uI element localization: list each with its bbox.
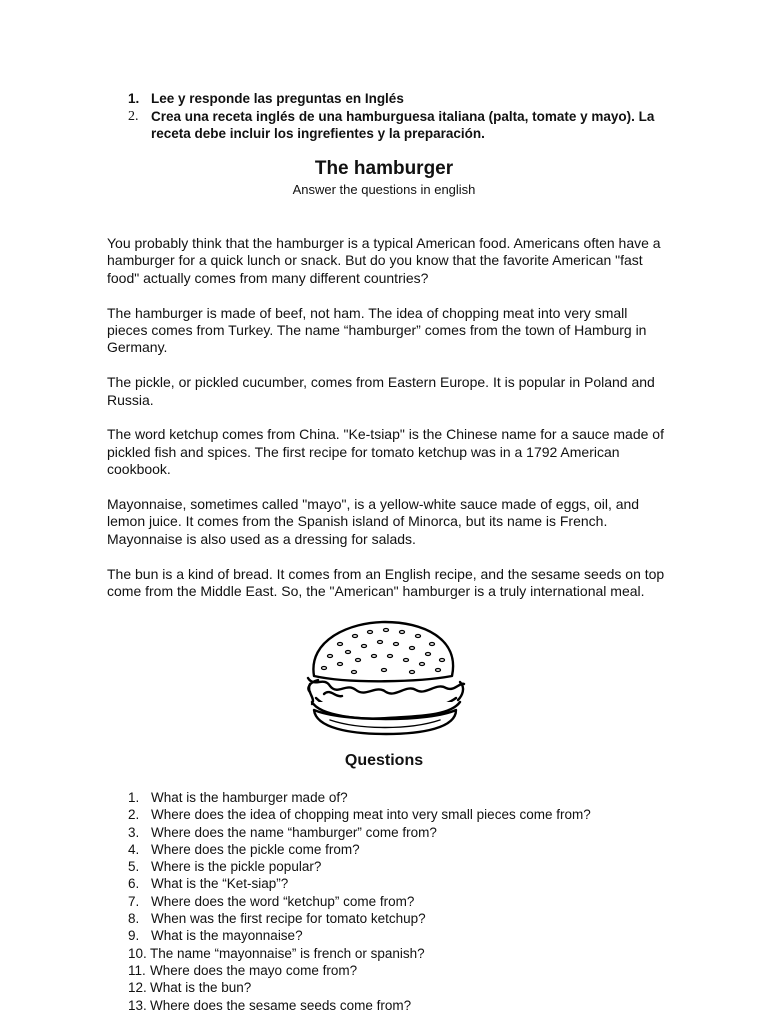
question-text: Where does the idea of chopping meat into very small pieces come from?	[151, 807, 591, 823]
instruction-number: 2.	[128, 108, 139, 124]
question-item	[128, 789, 708, 806]
question-item	[128, 927, 708, 944]
question-item	[128, 962, 708, 979]
question-text: Where does the name “hamburger” come from?	[151, 824, 437, 840]
question-number: 13.	[128, 997, 147, 1013]
paragraph: Mayonnaise, sometimes called "mayo", is a yellow-white sauce made of eggs, oil, and lemon juice. It comes from the Spanish island of Minorca, but its name is French. Mayonnaise is also used as a dressing for salads.	[107, 496, 640, 547]
reading-text	[107, 235, 667, 618]
instruction-item	[128, 90, 668, 108]
question-number: 3.	[128, 824, 140, 840]
question-number: 8.	[128, 911, 140, 927]
paragraph: The hamburger is made of beef, not ham. The idea of chopping meat into very small pieces comes from Turkey. The name “hamburger” comes from the town of Hamburg in Germany.	[107, 304, 647, 356]
instruction-text: Crea una receta inglés de una hamburguesa italiana (palta, tomate y mayo). La receta debe incluir los ingrefientes y la preparación.	[151, 108, 655, 141]
question-item	[128, 893, 708, 910]
instruction-text: Lee y responde las preguntas en Inglés	[151, 91, 404, 106]
question-number: 4.	[128, 841, 140, 857]
instruction-item	[128, 108, 668, 143]
question-number: 7.	[128, 893, 140, 909]
question-text: What is the bun?	[150, 980, 252, 996]
question-number: 5.	[128, 859, 140, 875]
question-number: 1.	[128, 790, 140, 805]
question-text: Where does the word “ketchup” come from?	[151, 893, 415, 909]
question-text: What is the “Ket-siap”?	[151, 876, 289, 892]
question-item	[128, 997, 708, 1014]
paragraph: You probably think that the hamburger is a typical American food. Americans often have a hamburger for a quick lunch or snack. But do you know that the favorite American "fast food" actually comes from many different countries?	[107, 235, 661, 286]
question-text: Where does the mayo come from?	[150, 962, 358, 978]
hamburger-illustration	[300, 618, 470, 743]
question-text: Where is the pickle popular?	[151, 859, 322, 875]
question-item	[128, 945, 708, 962]
question-number: 10.	[128, 945, 147, 961]
question-number: 6.	[128, 876, 140, 892]
question-item	[128, 979, 708, 996]
question-number: 2.	[128, 807, 140, 823]
paragraph: The word ketchup comes from China. "Ke-tsiap" is the Chinese name for a sauce made of pickled fish and spices. The first recipe for tomato ketchup was in a 1792 American cookbook.	[107, 426, 664, 478]
question-text: Where does the sesame seeds come from?	[150, 997, 412, 1013]
question-item	[128, 841, 708, 858]
question-number: 12.	[128, 980, 147, 996]
question-number: 11.	[128, 962, 146, 978]
instructions-list	[128, 90, 668, 143]
questions-heading: Questions	[344, 752, 424, 769]
instruction-number: 1.	[128, 91, 140, 106]
question-text: When was the first recipe for tomato ketchup?	[151, 911, 426, 927]
question-text: Where does the pickle come from?	[151, 841, 360, 857]
questions-list	[128, 789, 708, 1014]
paragraph: The bun is a kind of bread. It comes from an English recipe, and the sesame seeds on top come from the Middle East. So, the "American" hamburger is a truly international meal.	[107, 565, 665, 600]
question-item	[128, 910, 708, 927]
question-text: The name “mayonnaise” is french or spanish?	[150, 945, 425, 961]
page-title: The hamburger	[314, 158, 454, 179]
question-item	[128, 858, 708, 875]
page-subtitle: Answer the questions in english	[292, 182, 476, 197]
question-number: 9.	[128, 928, 140, 944]
question-item	[128, 806, 708, 823]
question-item	[128, 875, 708, 892]
question-item	[128, 824, 708, 841]
question-text: What is the hamburger made of?	[151, 790, 348, 805]
question-text: What is the mayonnaise?	[151, 928, 303, 944]
paragraph: The pickle, or pickled cucumber, comes from Eastern Europe. It is popular in Poland and Russia.	[107, 374, 655, 408]
